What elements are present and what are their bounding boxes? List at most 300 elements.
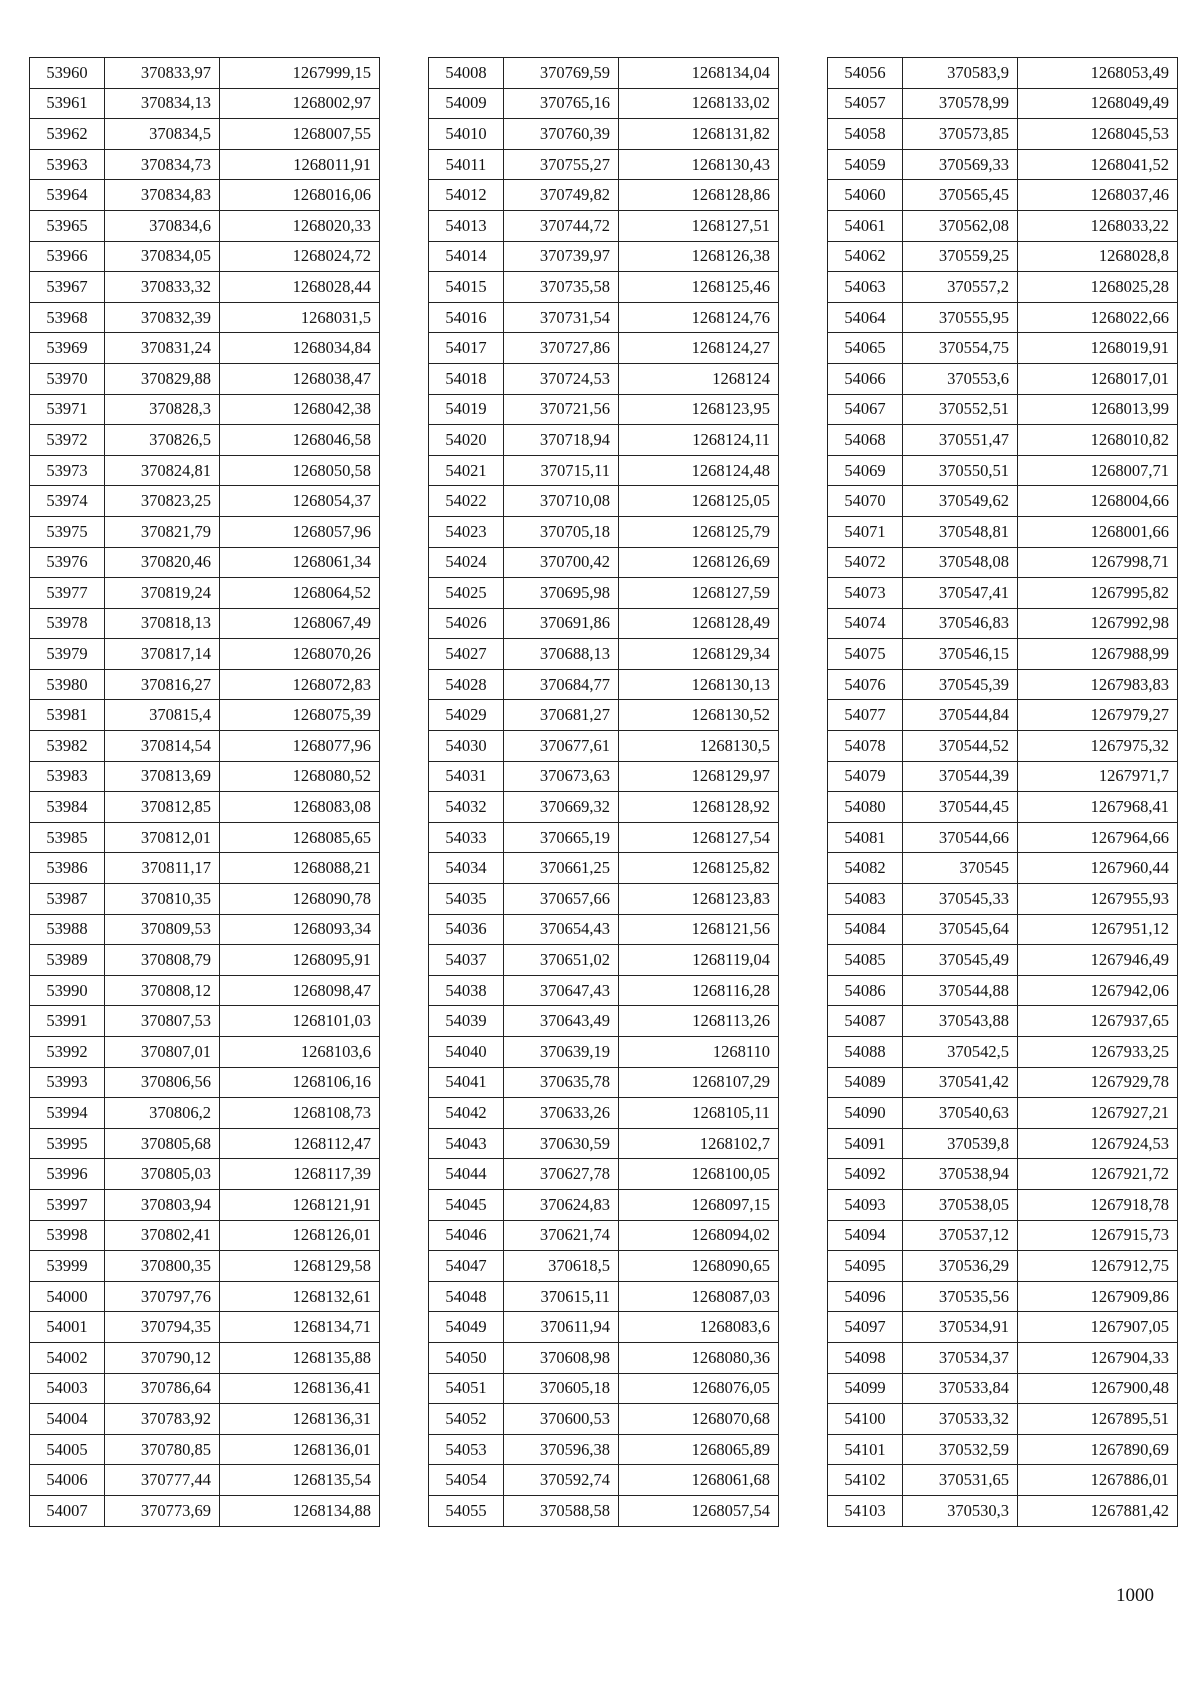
table-row bbox=[30, 1128, 380, 1159]
y-coordinate-cell: 1268135,54 bbox=[220, 1465, 380, 1496]
table-row bbox=[30, 761, 380, 792]
table-row bbox=[429, 822, 779, 853]
table-row bbox=[828, 486, 1178, 517]
x-coordinate-cell: 370647,43 bbox=[504, 975, 619, 1006]
y-coordinate-cell: 1268125,79 bbox=[619, 516, 779, 547]
point-id-cell: 54057 bbox=[828, 88, 903, 119]
x-coordinate-cell: 370559,25 bbox=[903, 241, 1018, 272]
x-coordinate-cell: 370705,18 bbox=[504, 516, 619, 547]
y-coordinate-cell: 1268004,66 bbox=[1018, 486, 1178, 517]
x-coordinate-cell: 370554,75 bbox=[903, 333, 1018, 364]
point-id-cell: 54041 bbox=[429, 1067, 504, 1098]
table-row bbox=[429, 1220, 779, 1251]
x-coordinate-cell: 370688,13 bbox=[504, 639, 619, 670]
table-row bbox=[828, 1006, 1178, 1037]
table-row bbox=[429, 884, 779, 915]
point-id-cell: 53996 bbox=[30, 1159, 105, 1190]
point-id-cell: 54027 bbox=[429, 639, 504, 670]
y-coordinate-cell: 1268128,49 bbox=[619, 608, 779, 639]
y-coordinate-cell: 1267979,27 bbox=[1018, 700, 1178, 731]
point-id-cell: 54003 bbox=[30, 1373, 105, 1404]
table-row bbox=[30, 1067, 380, 1098]
table-row bbox=[828, 302, 1178, 333]
point-id-cell: 54007 bbox=[30, 1495, 105, 1526]
point-id-cell: 54096 bbox=[828, 1281, 903, 1312]
table-row bbox=[30, 394, 380, 425]
x-coordinate-cell: 370818,13 bbox=[105, 608, 220, 639]
point-id-cell: 53981 bbox=[30, 700, 105, 731]
point-id-cell: 53968 bbox=[30, 302, 105, 333]
x-coordinate-cell: 370544,84 bbox=[903, 700, 1018, 731]
y-coordinate-cell: 1268053,49 bbox=[1018, 58, 1178, 89]
y-coordinate-cell: 1268028,44 bbox=[220, 272, 380, 303]
x-coordinate-cell: 370821,79 bbox=[105, 516, 220, 547]
y-coordinate-cell: 1268123,95 bbox=[619, 394, 779, 425]
y-coordinate-cell: 1268020,33 bbox=[220, 210, 380, 241]
table-row bbox=[828, 58, 1178, 89]
x-coordinate-cell: 370551,47 bbox=[903, 425, 1018, 456]
table-body bbox=[429, 58, 779, 1527]
x-coordinate-cell: 370547,41 bbox=[903, 578, 1018, 609]
y-coordinate-cell: 1268124,48 bbox=[619, 455, 779, 486]
x-coordinate-cell: 370769,59 bbox=[504, 58, 619, 89]
x-coordinate-cell: 370828,3 bbox=[105, 394, 220, 425]
y-coordinate-cell: 1268065,89 bbox=[619, 1434, 779, 1465]
point-id-cell: 54043 bbox=[429, 1128, 504, 1159]
table-row bbox=[429, 1495, 779, 1526]
point-id-cell: 54085 bbox=[828, 945, 903, 976]
x-coordinate-cell: 370834,5 bbox=[105, 119, 220, 150]
y-coordinate-cell: 1268080,52 bbox=[220, 761, 380, 792]
x-coordinate-cell: 370546,83 bbox=[903, 608, 1018, 639]
y-coordinate-cell: 1268117,39 bbox=[220, 1159, 380, 1190]
y-coordinate-cell: 1268123,83 bbox=[619, 884, 779, 915]
y-coordinate-cell: 1267951,12 bbox=[1018, 914, 1178, 945]
x-coordinate-cell: 370545,49 bbox=[903, 945, 1018, 976]
y-coordinate-cell: 1268057,54 bbox=[619, 1495, 779, 1526]
x-coordinate-cell: 370534,91 bbox=[903, 1312, 1018, 1343]
x-coordinate-cell: 370545,39 bbox=[903, 669, 1018, 700]
y-coordinate-cell: 1268124,27 bbox=[619, 333, 779, 364]
point-id-cell: 54008 bbox=[429, 58, 504, 89]
y-coordinate-cell: 1268083,08 bbox=[220, 792, 380, 823]
x-coordinate-cell: 370806,2 bbox=[105, 1098, 220, 1129]
x-coordinate-cell: 370534,37 bbox=[903, 1342, 1018, 1373]
table-row bbox=[30, 1037, 380, 1068]
point-id-cell: 54074 bbox=[828, 608, 903, 639]
table-row bbox=[828, 119, 1178, 150]
x-coordinate-cell: 370545,33 bbox=[903, 884, 1018, 915]
table-row bbox=[429, 731, 779, 762]
y-coordinate-cell: 1268075,39 bbox=[220, 700, 380, 731]
table-row bbox=[429, 425, 779, 456]
x-coordinate-cell: 370816,27 bbox=[105, 669, 220, 700]
x-coordinate-cell: 370832,39 bbox=[105, 302, 220, 333]
point-id-cell: 54072 bbox=[828, 547, 903, 578]
y-coordinate-cell: 1268124 bbox=[619, 363, 779, 394]
point-id-cell: 54013 bbox=[429, 210, 504, 241]
table-row bbox=[429, 88, 779, 119]
y-coordinate-cell: 1268102,7 bbox=[619, 1128, 779, 1159]
point-id-cell: 54098 bbox=[828, 1342, 903, 1373]
table-row bbox=[30, 914, 380, 945]
table-row bbox=[429, 1251, 779, 1282]
point-id-cell: 54028 bbox=[429, 669, 504, 700]
x-coordinate-cell: 370765,16 bbox=[504, 88, 619, 119]
y-coordinate-cell: 1268057,96 bbox=[220, 516, 380, 547]
point-id-cell: 54006 bbox=[30, 1465, 105, 1496]
y-coordinate-cell: 1268125,46 bbox=[619, 272, 779, 303]
table-row bbox=[429, 1006, 779, 1037]
table-row bbox=[828, 1128, 1178, 1159]
y-coordinate-cell: 1268127,51 bbox=[619, 210, 779, 241]
point-id-cell: 53991 bbox=[30, 1006, 105, 1037]
x-coordinate-cell: 370834,83 bbox=[105, 180, 220, 211]
table-row bbox=[30, 516, 380, 547]
x-coordinate-cell: 370540,63 bbox=[903, 1098, 1018, 1129]
x-coordinate-cell: 370826,5 bbox=[105, 425, 220, 456]
y-coordinate-cell: 1268097,15 bbox=[619, 1189, 779, 1220]
point-id-cell: 54001 bbox=[30, 1312, 105, 1343]
x-coordinate-cell: 370805,68 bbox=[105, 1128, 220, 1159]
point-id-cell: 54005 bbox=[30, 1434, 105, 1465]
point-id-cell: 54100 bbox=[828, 1404, 903, 1435]
table-row bbox=[30, 88, 380, 119]
x-coordinate-cell: 370550,51 bbox=[903, 455, 1018, 486]
table-row bbox=[429, 578, 779, 609]
x-coordinate-cell: 370557,2 bbox=[903, 272, 1018, 303]
table-row bbox=[429, 455, 779, 486]
point-id-cell: 54022 bbox=[429, 486, 504, 517]
x-coordinate-cell: 370639,19 bbox=[504, 1037, 619, 1068]
x-coordinate-cell: 370538,94 bbox=[903, 1159, 1018, 1190]
point-id-cell: 53979 bbox=[30, 639, 105, 670]
x-coordinate-cell: 370618,5 bbox=[504, 1251, 619, 1282]
table-row bbox=[30, 700, 380, 731]
point-id-cell: 53999 bbox=[30, 1251, 105, 1282]
y-coordinate-cell: 1267924,53 bbox=[1018, 1128, 1178, 1159]
point-id-cell: 54064 bbox=[828, 302, 903, 333]
point-id-cell: 53972 bbox=[30, 425, 105, 456]
point-id-cell: 54011 bbox=[429, 149, 504, 180]
x-coordinate-cell: 370545 bbox=[903, 853, 1018, 884]
table-row bbox=[429, 210, 779, 241]
y-coordinate-cell: 1268094,02 bbox=[619, 1220, 779, 1251]
x-coordinate-cell: 370731,54 bbox=[504, 302, 619, 333]
x-coordinate-cell: 370700,42 bbox=[504, 547, 619, 578]
point-id-cell: 54031 bbox=[429, 761, 504, 792]
table-row bbox=[828, 1220, 1178, 1251]
table-row bbox=[429, 700, 779, 731]
point-id-cell: 54000 bbox=[30, 1281, 105, 1312]
table-row bbox=[429, 639, 779, 670]
x-coordinate-cell: 370588,58 bbox=[504, 1495, 619, 1526]
table-body bbox=[828, 58, 1178, 1527]
point-id-cell: 54046 bbox=[429, 1220, 504, 1251]
table-row bbox=[30, 149, 380, 180]
table-row bbox=[828, 1465, 1178, 1496]
y-coordinate-cell: 1268136,01 bbox=[220, 1434, 380, 1465]
x-coordinate-cell: 370544,45 bbox=[903, 792, 1018, 823]
table-row bbox=[429, 914, 779, 945]
y-coordinate-cell: 1267968,41 bbox=[1018, 792, 1178, 823]
x-coordinate-cell: 370533,32 bbox=[903, 1404, 1018, 1435]
y-coordinate-cell: 1268016,06 bbox=[220, 180, 380, 211]
point-id-cell: 54047 bbox=[429, 1251, 504, 1282]
point-id-cell: 54080 bbox=[828, 792, 903, 823]
point-id-cell: 53993 bbox=[30, 1067, 105, 1098]
x-coordinate-cell: 370531,65 bbox=[903, 1465, 1018, 1496]
table-row bbox=[828, 363, 1178, 394]
table-row bbox=[828, 822, 1178, 853]
y-coordinate-cell: 1268076,05 bbox=[619, 1373, 779, 1404]
x-coordinate-cell: 370777,44 bbox=[105, 1465, 220, 1496]
table-row bbox=[30, 1159, 380, 1190]
point-id-cell: 53961 bbox=[30, 88, 105, 119]
x-coordinate-cell: 370834,73 bbox=[105, 149, 220, 180]
y-coordinate-cell: 1268103,6 bbox=[220, 1037, 380, 1068]
table-row bbox=[828, 1189, 1178, 1220]
point-id-cell: 54050 bbox=[429, 1342, 504, 1373]
x-coordinate-cell: 370573,85 bbox=[903, 119, 1018, 150]
y-coordinate-cell: 1267890,69 bbox=[1018, 1434, 1178, 1465]
y-coordinate-cell: 1268106,16 bbox=[220, 1067, 380, 1098]
point-id-cell: 54052 bbox=[429, 1404, 504, 1435]
table-row bbox=[429, 272, 779, 303]
point-id-cell: 54079 bbox=[828, 761, 903, 792]
point-id-cell: 54076 bbox=[828, 669, 903, 700]
point-id-cell: 54024 bbox=[429, 547, 504, 578]
table-row bbox=[429, 1128, 779, 1159]
point-id-cell: 54048 bbox=[429, 1281, 504, 1312]
table-row bbox=[429, 945, 779, 976]
point-id-cell: 54025 bbox=[429, 578, 504, 609]
x-coordinate-cell: 370739,97 bbox=[504, 241, 619, 272]
y-coordinate-cell: 1268045,53 bbox=[1018, 119, 1178, 150]
x-coordinate-cell: 370661,25 bbox=[504, 853, 619, 884]
point-id-cell: 53978 bbox=[30, 608, 105, 639]
y-coordinate-cell: 1268011,91 bbox=[220, 149, 380, 180]
x-coordinate-cell: 370543,88 bbox=[903, 1006, 1018, 1037]
x-coordinate-cell: 370802,41 bbox=[105, 1220, 220, 1251]
point-id-cell: 54021 bbox=[429, 455, 504, 486]
y-coordinate-cell: 1268050,58 bbox=[220, 455, 380, 486]
point-id-cell: 54099 bbox=[828, 1373, 903, 1404]
x-coordinate-cell: 370800,35 bbox=[105, 1251, 220, 1282]
table-row bbox=[828, 1342, 1178, 1373]
x-coordinate-cell: 370539,8 bbox=[903, 1128, 1018, 1159]
x-coordinate-cell: 370549,62 bbox=[903, 486, 1018, 517]
point-id-cell: 53964 bbox=[30, 180, 105, 211]
point-id-cell: 54042 bbox=[429, 1098, 504, 1129]
point-id-cell: 54081 bbox=[828, 822, 903, 853]
y-coordinate-cell: 1268127,59 bbox=[619, 578, 779, 609]
table-row bbox=[30, 272, 380, 303]
y-coordinate-cell: 1268129,97 bbox=[619, 761, 779, 792]
point-id-cell: 53998 bbox=[30, 1220, 105, 1251]
x-coordinate-cell: 370677,61 bbox=[504, 731, 619, 762]
y-coordinate-cell: 1268135,88 bbox=[220, 1342, 380, 1373]
y-coordinate-cell: 1267971,7 bbox=[1018, 761, 1178, 792]
x-coordinate-cell: 370544,66 bbox=[903, 822, 1018, 853]
y-coordinate-cell: 1268129,58 bbox=[220, 1251, 380, 1282]
x-coordinate-cell: 370621,74 bbox=[504, 1220, 619, 1251]
y-coordinate-cell: 1268121,56 bbox=[619, 914, 779, 945]
table-row bbox=[30, 608, 380, 639]
y-coordinate-cell: 1268095,91 bbox=[220, 945, 380, 976]
x-coordinate-cell: 370630,59 bbox=[504, 1128, 619, 1159]
table-row bbox=[429, 1312, 779, 1343]
x-coordinate-cell: 370807,01 bbox=[105, 1037, 220, 1068]
table-row bbox=[429, 1373, 779, 1404]
y-coordinate-cell: 1267988,99 bbox=[1018, 639, 1178, 670]
y-coordinate-cell: 1268077,96 bbox=[220, 731, 380, 762]
point-id-cell: 54051 bbox=[429, 1373, 504, 1404]
point-id-cell: 54092 bbox=[828, 1159, 903, 1190]
point-id-cell: 53988 bbox=[30, 914, 105, 945]
table-row bbox=[429, 333, 779, 364]
table-row bbox=[828, 1312, 1178, 1343]
x-coordinate-cell: 370605,18 bbox=[504, 1373, 619, 1404]
table-row bbox=[828, 1251, 1178, 1282]
table-row bbox=[429, 792, 779, 823]
table-row bbox=[30, 1465, 380, 1496]
table-row bbox=[429, 1189, 779, 1220]
point-id-cell: 54097 bbox=[828, 1312, 903, 1343]
table-row bbox=[828, 1098, 1178, 1129]
x-coordinate-cell: 370552,51 bbox=[903, 394, 1018, 425]
x-coordinate-cell: 370749,82 bbox=[504, 180, 619, 211]
point-id-cell: 53962 bbox=[30, 119, 105, 150]
x-coordinate-cell: 370727,86 bbox=[504, 333, 619, 364]
y-coordinate-cell: 1268134,71 bbox=[220, 1312, 380, 1343]
table-row bbox=[429, 363, 779, 394]
point-id-cell: 54037 bbox=[429, 945, 504, 976]
table-row bbox=[429, 1159, 779, 1190]
y-coordinate-cell: 1268070,68 bbox=[619, 1404, 779, 1435]
y-coordinate-cell: 1268124,76 bbox=[619, 302, 779, 333]
y-coordinate-cell: 1267942,06 bbox=[1018, 975, 1178, 1006]
point-id-cell: 54039 bbox=[429, 1006, 504, 1037]
x-coordinate-cell: 370834,05 bbox=[105, 241, 220, 272]
table-row bbox=[30, 1312, 380, 1343]
y-coordinate-cell: 1268019,91 bbox=[1018, 333, 1178, 364]
y-coordinate-cell: 1268087,03 bbox=[619, 1281, 779, 1312]
x-coordinate-cell: 370681,27 bbox=[504, 700, 619, 731]
y-coordinate-cell: 1268093,34 bbox=[220, 914, 380, 945]
table-row bbox=[828, 272, 1178, 303]
point-id-cell: 54083 bbox=[828, 884, 903, 915]
table-row bbox=[429, 58, 779, 89]
table-row bbox=[429, 1037, 779, 1068]
table-row bbox=[828, 241, 1178, 272]
y-coordinate-cell: 1268061,34 bbox=[220, 547, 380, 578]
x-coordinate-cell: 370532,59 bbox=[903, 1434, 1018, 1465]
x-coordinate-cell: 370834,6 bbox=[105, 210, 220, 241]
y-coordinate-cell: 1267895,51 bbox=[1018, 1404, 1178, 1435]
y-coordinate-cell: 1268017,01 bbox=[1018, 363, 1178, 394]
x-coordinate-cell: 370809,53 bbox=[105, 914, 220, 945]
table-row bbox=[828, 669, 1178, 700]
point-id-cell: 53980 bbox=[30, 669, 105, 700]
y-coordinate-cell: 1268001,66 bbox=[1018, 516, 1178, 547]
point-id-cell: 54088 bbox=[828, 1037, 903, 1068]
x-coordinate-cell: 370695,98 bbox=[504, 578, 619, 609]
point-id-cell: 53967 bbox=[30, 272, 105, 303]
table-row bbox=[429, 516, 779, 547]
table-row bbox=[429, 1098, 779, 1129]
point-id-cell: 54077 bbox=[828, 700, 903, 731]
point-id-cell: 54002 bbox=[30, 1342, 105, 1373]
x-coordinate-cell: 370724,53 bbox=[504, 363, 619, 394]
point-id-cell: 53985 bbox=[30, 822, 105, 853]
table-row bbox=[30, 731, 380, 762]
point-id-cell: 53984 bbox=[30, 792, 105, 823]
point-id-cell: 54035 bbox=[429, 884, 504, 915]
table-body bbox=[30, 58, 380, 1527]
point-id-cell: 53970 bbox=[30, 363, 105, 394]
x-coordinate-cell: 370624,83 bbox=[504, 1189, 619, 1220]
point-id-cell: 54084 bbox=[828, 914, 903, 945]
table-row bbox=[30, 822, 380, 853]
point-id-cell: 53973 bbox=[30, 455, 105, 486]
point-id-cell: 54032 bbox=[429, 792, 504, 823]
y-coordinate-cell: 1268101,03 bbox=[220, 1006, 380, 1037]
y-coordinate-cell: 1267927,21 bbox=[1018, 1098, 1178, 1129]
table-row bbox=[828, 639, 1178, 670]
table-row bbox=[30, 1281, 380, 1312]
point-id-cell: 54059 bbox=[828, 149, 903, 180]
table-row bbox=[30, 1098, 380, 1129]
x-coordinate-cell: 370814,54 bbox=[105, 731, 220, 762]
y-coordinate-cell: 1268072,83 bbox=[220, 669, 380, 700]
point-id-cell: 54045 bbox=[429, 1189, 504, 1220]
y-coordinate-cell: 1268031,5 bbox=[220, 302, 380, 333]
table-row bbox=[828, 914, 1178, 945]
y-coordinate-cell: 1268037,46 bbox=[1018, 180, 1178, 211]
y-coordinate-cell: 1268064,52 bbox=[220, 578, 380, 609]
point-id-cell: 54034 bbox=[429, 853, 504, 884]
table-row bbox=[828, 792, 1178, 823]
table-row bbox=[828, 180, 1178, 211]
y-coordinate-cell: 1267983,83 bbox=[1018, 669, 1178, 700]
table-row bbox=[30, 547, 380, 578]
table-row bbox=[828, 88, 1178, 119]
point-id-cell: 54060 bbox=[828, 180, 903, 211]
table-row bbox=[30, 1006, 380, 1037]
x-coordinate-cell: 370813,69 bbox=[105, 761, 220, 792]
x-coordinate-cell: 370548,81 bbox=[903, 516, 1018, 547]
y-coordinate-cell: 1268083,6 bbox=[619, 1312, 779, 1343]
table-row bbox=[828, 1281, 1178, 1312]
point-id-cell: 54082 bbox=[828, 853, 903, 884]
x-coordinate-cell: 370596,38 bbox=[504, 1434, 619, 1465]
x-coordinate-cell: 370533,84 bbox=[903, 1373, 1018, 1404]
point-id-cell: 54004 bbox=[30, 1404, 105, 1435]
x-coordinate-cell: 370536,29 bbox=[903, 1251, 1018, 1282]
point-id-cell: 54044 bbox=[429, 1159, 504, 1190]
x-coordinate-cell: 370545,64 bbox=[903, 914, 1018, 945]
table-row bbox=[30, 302, 380, 333]
point-id-cell: 54019 bbox=[429, 394, 504, 425]
x-coordinate-cell: 370819,24 bbox=[105, 578, 220, 609]
table-row bbox=[30, 1342, 380, 1373]
y-coordinate-cell: 1268105,11 bbox=[619, 1098, 779, 1129]
point-id-cell: 54016 bbox=[429, 302, 504, 333]
table-row bbox=[30, 119, 380, 150]
y-coordinate-cell: 1268132,61 bbox=[220, 1281, 380, 1312]
x-coordinate-cell: 370735,58 bbox=[504, 272, 619, 303]
